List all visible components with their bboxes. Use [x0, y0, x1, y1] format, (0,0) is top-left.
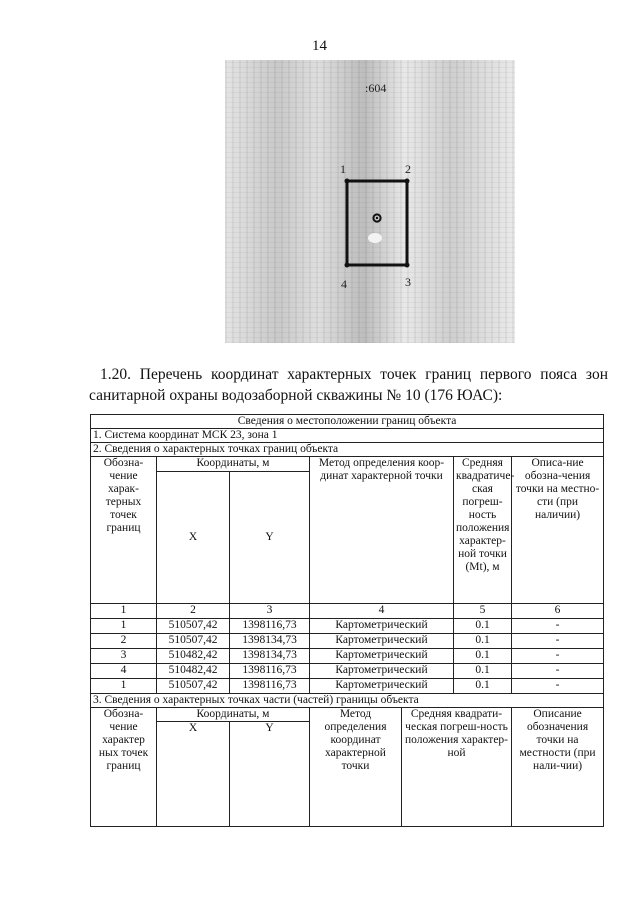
- point-method: Картометрический: [310, 634, 454, 649]
- coordinates-table: [90, 414, 604, 827]
- point-y: 1398116,73: [230, 664, 310, 679]
- point-method: Картометрический: [310, 619, 454, 634]
- col-number-4: 4: [310, 604, 454, 619]
- point-y: 1398134,73: [230, 634, 310, 649]
- coordinate-system: 1. Система координат МСК 23, зона 1: [91, 429, 604, 443]
- point-x: 510507,42: [157, 634, 230, 649]
- table-row: [91, 634, 604, 649]
- point-y: 1398116,73: [230, 679, 310, 694]
- section-heading-line2: санитарной охраны водозаборной скважины № 10 (176 ЮАС):: [89, 387, 503, 404]
- point-description: -: [512, 634, 604, 649]
- boundary-vertex-4: [345, 263, 350, 268]
- hdr3-designation: Обозна-чение характер ных точек границ: [91, 708, 157, 827]
- point-x: 510482,42: [157, 664, 230, 679]
- point-error: 0.1: [454, 619, 512, 634]
- boundary-plan: [225, 60, 515, 343]
- point-method: Картометрический: [310, 649, 454, 664]
- location-map: [225, 60, 515, 343]
- map-light-patch: [368, 233, 382, 243]
- col-number-5: 5: [454, 604, 512, 619]
- table-row: [91, 664, 604, 679]
- map-cadastral-label: :604: [365, 81, 387, 95]
- point-y: 1398134,73: [230, 649, 310, 664]
- table-row: [91, 619, 604, 634]
- point-number: 1: [91, 679, 157, 694]
- hdr3-description: Описание обозначения точки на местности (при нали-чии): [512, 708, 604, 827]
- point-method: Картометрический: [310, 664, 454, 679]
- col-number-2: 2: [157, 604, 230, 619]
- point-method: Картометрический: [310, 679, 454, 694]
- hdr3-y: Y: [230, 722, 310, 827]
- point-number: 1: [91, 619, 157, 634]
- hdr3-error: Средняя квадрати-ческая погреш-ность положения характер-ной: [402, 708, 512, 827]
- point-error: 0.1: [454, 664, 512, 679]
- well-marker-center: [376, 217, 378, 219]
- boundary-vertex-2: [405, 179, 410, 184]
- section-boundary-points: 2. Сведения о характерных точках границ объекта: [91, 443, 604, 457]
- point-number: 2: [91, 634, 157, 649]
- point-error: 0.1: [454, 679, 512, 694]
- hdr-y: Y: [230, 472, 310, 604]
- point-description: -: [512, 664, 604, 679]
- col-number-6: 6: [512, 604, 604, 619]
- table-row: [91, 679, 604, 694]
- hdr3-x: X: [157, 722, 230, 827]
- point-x: 510507,42: [157, 679, 230, 694]
- hdr-coords: Координаты, м: [157, 457, 310, 472]
- col-number-1: 1: [91, 604, 157, 619]
- page-number: 14: [312, 38, 327, 54]
- point-label-4: 4: [341, 277, 347, 291]
- point-error: 0.1: [454, 634, 512, 649]
- point-number: 3: [91, 649, 157, 664]
- hdr3-method: Метод определения координат характерной точки: [310, 708, 402, 827]
- hdr-x: X: [157, 472, 230, 604]
- hdr-description: Описа-ние обозна-чения точки на местно-сти (при наличии): [512, 457, 604, 604]
- point-error: 0.1: [454, 649, 512, 664]
- col-number-3: 3: [230, 604, 310, 619]
- point-description: -: [512, 649, 604, 664]
- point-number: 4: [91, 664, 157, 679]
- point-y: 1398116,73: [230, 619, 310, 634]
- hdr3-coords: Координаты, м: [157, 708, 310, 722]
- boundary-vertex-3: [405, 263, 410, 268]
- point-x: 510507,42: [157, 619, 230, 634]
- boundary-vertex-1: [345, 179, 350, 184]
- hdr-error: Средняя квадратиче-ская погреш-ность положения характер-ной точки (Mt), м: [454, 457, 512, 604]
- point-label-2: 2: [405, 162, 411, 176]
- table-row: [91, 649, 604, 664]
- section-part-boundary: 3. Сведения о характерных точках части (частей) границы объекта: [91, 694, 604, 708]
- hdr-method: Метод определения коор-динат характерной точки: [310, 457, 454, 604]
- hdr-designation: Обозна-чение харак-терных точек границ: [91, 457, 157, 604]
- table-title: Сведения о местоположении границ объекта: [91, 415, 604, 429]
- point-label-1: 1: [340, 162, 346, 176]
- point-description: -: [512, 679, 604, 694]
- boundary-polygon: [347, 181, 407, 265]
- point-description: -: [512, 619, 604, 634]
- section-heading-line1: 1.20. Перечень координат характерных точек границ первого пояса зон: [100, 366, 608, 383]
- point-label-3: 3: [405, 275, 411, 289]
- point-x: 510482,42: [157, 649, 230, 664]
